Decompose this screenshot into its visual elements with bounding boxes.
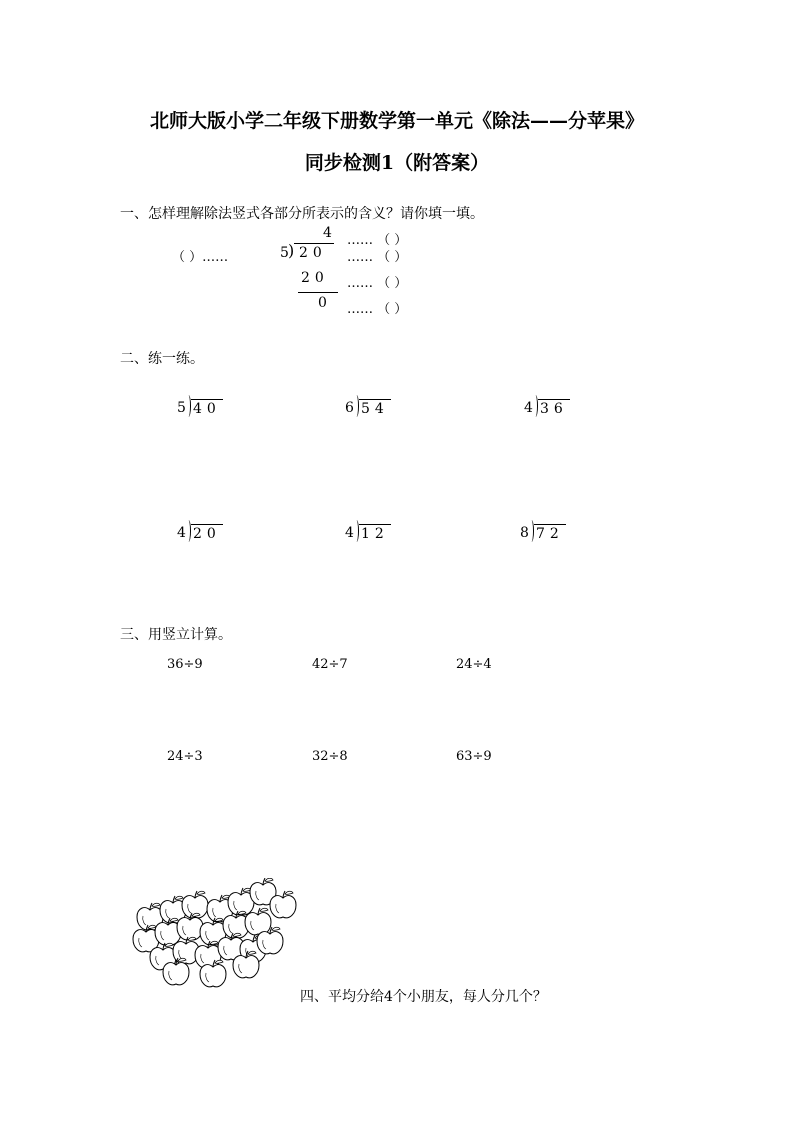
page-subtitle: 同步检测1（附答案） xyxy=(304,152,490,174)
calc-problem: 42÷7 xyxy=(312,657,348,672)
section-4-heading: 四、平均分给4个小朋友，每人分几个？ xyxy=(300,989,547,1005)
remainder: 0 xyxy=(318,295,327,311)
apple-icon xyxy=(133,878,296,987)
divisor: 5 xyxy=(280,245,289,261)
section-2-heading: 二、练一练。 xyxy=(120,351,204,367)
dividend: 36 xyxy=(540,401,568,417)
divisor: 4 xyxy=(524,400,533,416)
divisor: 5 xyxy=(177,400,186,416)
divisor: 4 xyxy=(345,525,354,541)
divisor: 8 xyxy=(520,525,529,541)
section-1-heading: 一、怎样理解除法竖式各部分所表示的含义？请你填一填。 xyxy=(120,206,484,222)
section-3-heading: 三、用竖立计算。 xyxy=(120,627,232,643)
blank-remainder: …… （ ） xyxy=(347,302,408,317)
quotient: 4 xyxy=(323,225,332,241)
calc-problem: 32÷8 xyxy=(312,749,348,764)
blank-quotient: …… （ ） xyxy=(347,233,408,248)
calc-problem: 24÷4 xyxy=(456,657,492,672)
blank-divisor: （ ）…… xyxy=(172,250,229,265)
product: 20 xyxy=(301,270,329,286)
dividend: 12 xyxy=(361,526,389,542)
dividend: 72 xyxy=(536,526,564,542)
dividend: 20 xyxy=(193,526,221,542)
calc-problem: 36÷9 xyxy=(167,657,203,672)
division-bar xyxy=(294,243,334,244)
blank-product: …… （ ） xyxy=(347,276,408,291)
apples-illustration xyxy=(128,878,304,990)
dividend: 40 xyxy=(193,401,221,417)
blank-dividend: …… （ ） xyxy=(347,250,408,265)
page-title: 北师大版小学二年级下册数学第一单元《除法——分苹果》 xyxy=(149,110,644,132)
calc-problem: 63÷9 xyxy=(456,749,492,764)
calc-problem: 24÷3 xyxy=(167,749,203,764)
dividend: 54 xyxy=(361,401,389,417)
dividend: 20 xyxy=(299,245,327,261)
subtraction-line xyxy=(298,292,338,293)
divisor: 6 xyxy=(345,400,354,416)
division-bracket: ) xyxy=(288,241,295,260)
divisor: 4 xyxy=(177,525,186,541)
